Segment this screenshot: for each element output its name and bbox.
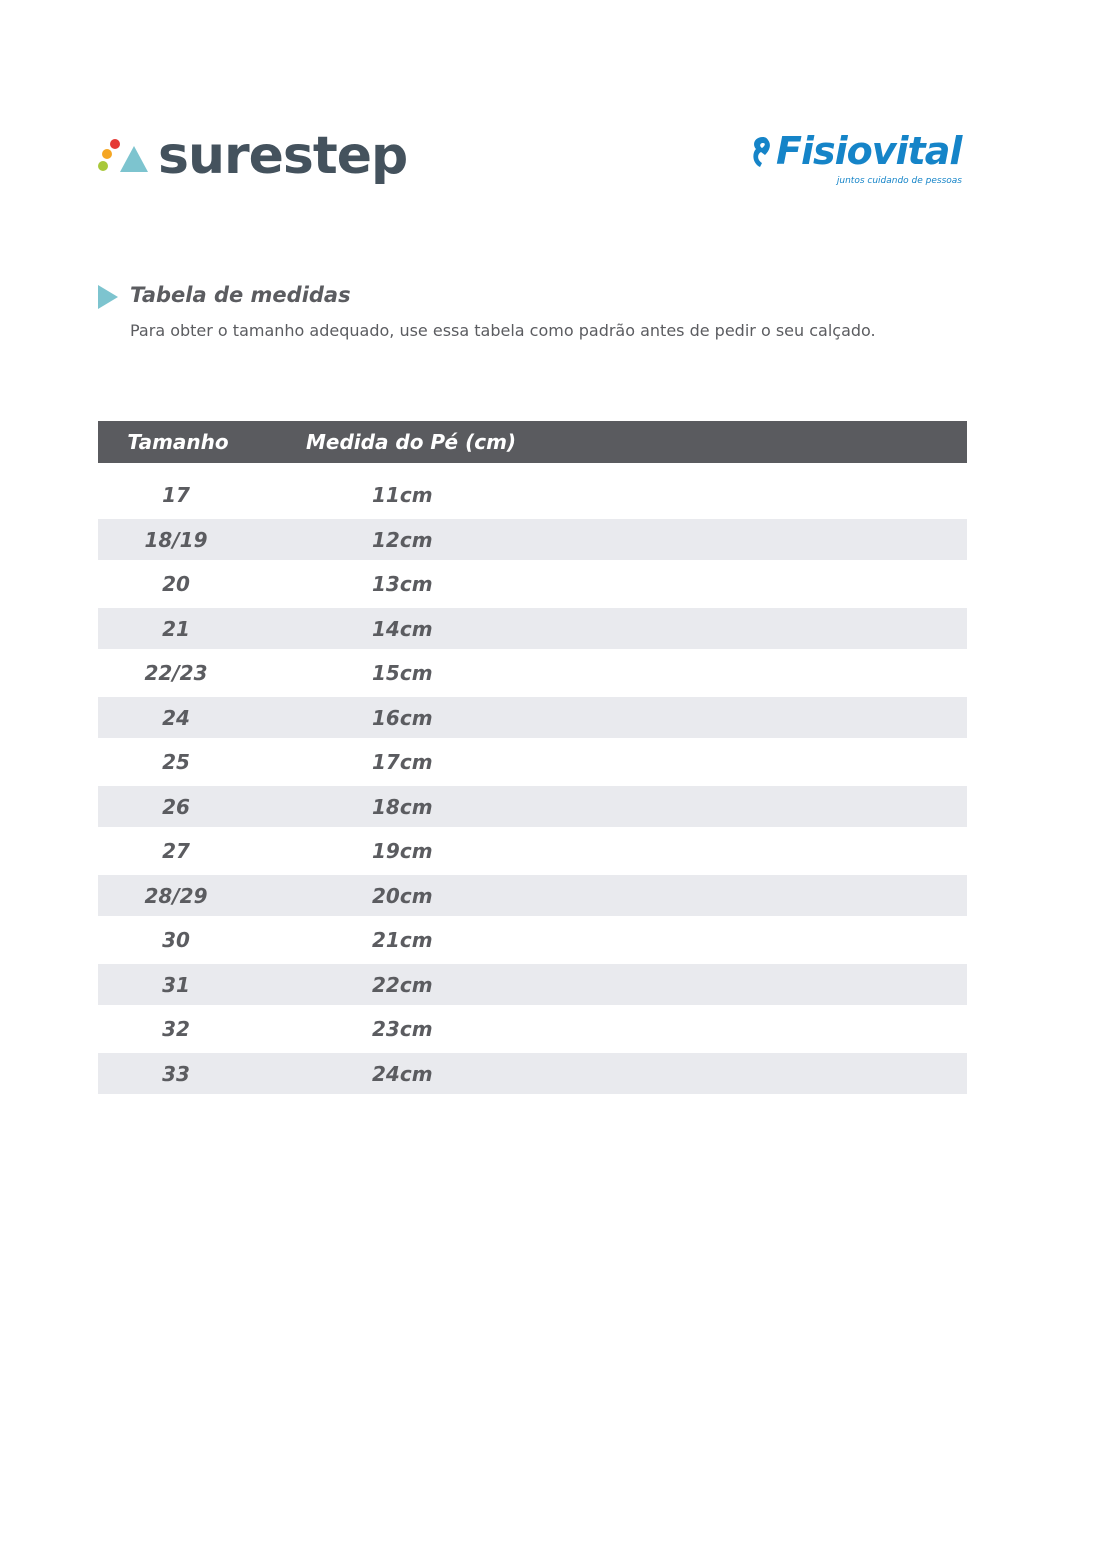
measure-cell: 24cm — [372, 1061, 433, 1086]
measure-cell: 15cm — [372, 661, 433, 685]
table-row — [98, 608, 967, 649]
table-row — [98, 563, 967, 604]
size-cell: 32 — [162, 1017, 190, 1041]
measure-cell: 16cm — [372, 705, 433, 730]
measure-cell: 13cm — [372, 572, 433, 596]
section-subtitle: Para obter o tamanho adequado, use essa tabela como padrão antes de pedir o seu calçado. — [130, 321, 876, 340]
size-cell: 30 — [162, 928, 190, 952]
table-row — [98, 474, 967, 515]
surestep-dots-triangle-logo-icon — [98, 138, 150, 174]
table-row — [98, 1008, 967, 1049]
fisiovital-wordmark: Fisiovital — [776, 129, 962, 173]
size-cell: 17 — [162, 483, 190, 507]
size-cell: 26 — [162, 794, 190, 819]
size-cell: 21 — [162, 616, 190, 641]
size-cell: 31 — [162, 972, 190, 997]
size-cell: 28/29 — [144, 883, 208, 908]
size-cell: 27 — [162, 839, 190, 863]
table-row — [98, 519, 967, 560]
table-header — [98, 421, 967, 463]
table-row — [98, 919, 967, 960]
column-header-measure: Medida do Pé (cm) — [306, 430, 517, 454]
table-row — [98, 741, 967, 782]
table-body — [98, 474, 967, 1094]
fisiovital-logo — [738, 131, 968, 191]
measure-cell: 19cm — [372, 839, 433, 863]
size-cell: 25 — [162, 750, 190, 774]
measure-cell: 11cm — [372, 483, 433, 507]
measure-cell: 22cm — [372, 972, 433, 997]
size-table — [98, 421, 967, 1097]
table-row — [98, 697, 967, 738]
size-cell: 18/19 — [144, 527, 208, 552]
triangle-arrow-icon — [98, 285, 118, 309]
measure-cell: 12cm — [372, 527, 433, 552]
size-cell: 20 — [162, 572, 190, 596]
surestep-logo — [98, 125, 407, 187]
measure-cell: 21cm — [372, 928, 433, 952]
table-row — [98, 964, 967, 1005]
surestep-wordmark: surestep — [158, 126, 408, 186]
table-row — [98, 1053, 967, 1094]
table-row — [98, 830, 967, 871]
size-cell: 33 — [162, 1061, 190, 1086]
measure-cell: 23cm — [372, 1017, 433, 1041]
section-title: Tabela de medidas — [130, 283, 351, 307]
table-row — [98, 786, 967, 827]
column-header-size: Tamanho — [127, 430, 229, 454]
measure-cell: 14cm — [372, 616, 433, 641]
measure-cell: 20cm — [372, 883, 433, 908]
table-row — [98, 875, 967, 916]
page-header — [98, 125, 968, 195]
size-cell: 22/23 — [144, 661, 208, 685]
fisiovital-ribbon-logo-icon — [750, 135, 776, 169]
table-row — [98, 652, 967, 693]
size-cell: 24 — [162, 705, 190, 730]
measure-cell: 17cm — [372, 750, 433, 774]
measure-cell: 18cm — [372, 794, 433, 819]
fisiovital-tagline: juntos cuidando de pessoas — [836, 176, 962, 186]
